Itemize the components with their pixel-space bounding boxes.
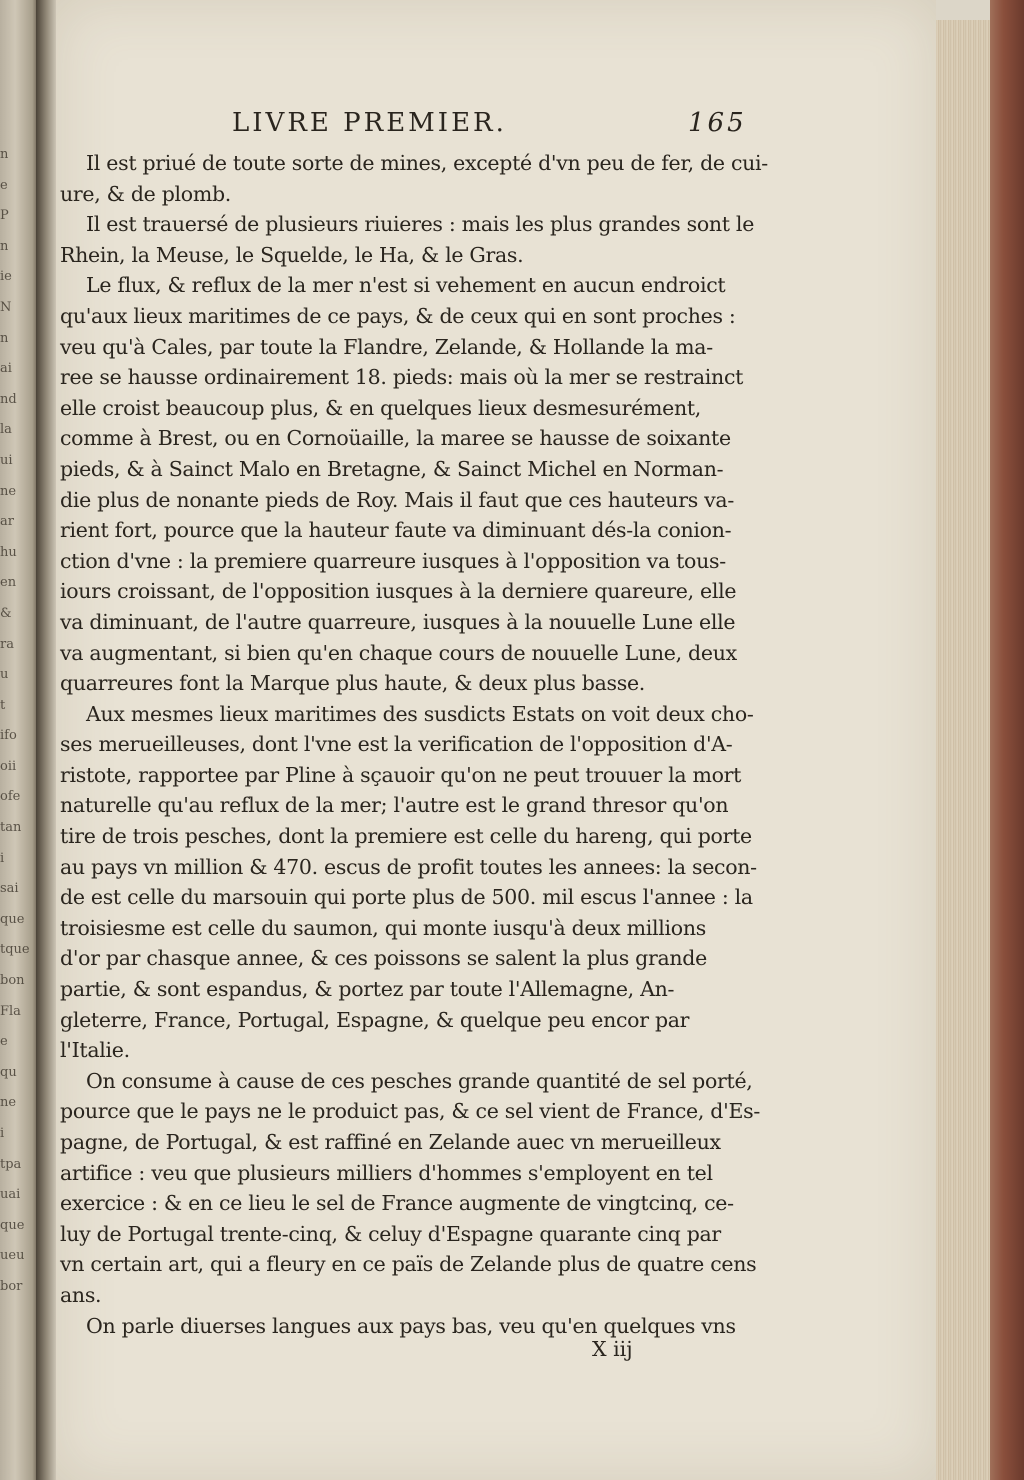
text-line: troisiesme est celle du saumon, qui monte iusqu'à deux millions [60, 915, 706, 940]
facing-fragment: t [0, 697, 6, 713]
facing-page-fragments [0, 140, 36, 1303]
text-line: rient fort, pource que la hauteur faute va diminuant dés-la conion- [60, 518, 732, 543]
text-line: ure, & de plomb. [60, 181, 232, 206]
facing-fragment: e [0, 1034, 8, 1050]
text-line: au pays vn million & 470. escus de profit toutes les annees: la secon- [60, 854, 757, 879]
facing-fragment: ifo [0, 728, 17, 744]
facing-fragment: ueu [0, 1248, 25, 1264]
text-line: comme à Brest, ou en Cornoüaille, la maree se hausse de soixante [60, 426, 731, 451]
facing-fragment: ne [0, 1095, 17, 1111]
facing-fragment: N [0, 299, 12, 315]
text-line: partie, & sont espandus, & portez par toute l'Allemagne, An- [60, 977, 675, 1002]
text-line: gleterre, France, Portugal, Espagne, & quelque peu encor par [60, 1007, 690, 1032]
facing-fragment: la [0, 422, 12, 438]
text-line: Le flux, & reflux de la mer n'est si vehement en aucun endroict [86, 273, 726, 298]
facing-fragment: en [0, 575, 17, 591]
facing-fragment: ra [0, 636, 14, 652]
text-line: de est celle du marsouin qui porte plus de 500. mil escus l'annee : la [60, 885, 753, 910]
page-edges [934, 20, 994, 1480]
text-line: ree se hausse ordinairement 18. pieds: mais où la mer se restrainct [60, 365, 744, 390]
facing-fragment: e [0, 177, 8, 193]
text-line: l'Italie. [60, 1038, 130, 1063]
facing-fragment: n [0, 147, 9, 162]
page-number: 165 [688, 108, 747, 138]
text-line: exercice : & en ce lieu le sel de France augmente de vingtcinq, ce- [60, 1191, 734, 1216]
cover-edge [990, 0, 1024, 1480]
facing-fragment: ie [0, 269, 12, 285]
facing-fragment: sai [0, 881, 19, 897]
text-line: tire de trois pesches, dont la premiere est celle du hareng, qui porte [60, 824, 752, 849]
facing-fragment: bon [0, 973, 25, 989]
text-line: luy de Portugal trente-cinq, & celuy d'Espagne quarante cinq par [60, 1221, 721, 1246]
text-line: elle croist beaucoup plus, & en quelques lieux desmesurément, [60, 395, 702, 420]
footer-line [60, 1337, 760, 1372]
text-line: Il est priué de toute sorte de mines, excepté d'vn peu de fer, de cui- [86, 151, 768, 175]
text-line: Rhein, la Meuse, le Squelde, le Ha, & le Gras. [60, 242, 524, 267]
text-line: die plus de nonante pieds de Roy. Mais il faut que ces hauteurs va- [60, 487, 734, 512]
text-line: vn certain art, qui a fleury en ce païs de Zelande plus de quatre cens [60, 1252, 757, 1277]
page [56, 0, 936, 1480]
facing-fragment: i [0, 1126, 5, 1141]
signature-mark: X iij [592, 1337, 633, 1362]
text-line: Aux mesmes lieux maritimes des susdicts Estats on voit deux cho- [86, 701, 754, 726]
text-line: Il est trauersé de plusieurs riuieres : mais les plus grandes sont le [86, 212, 755, 237]
facing-fragment: & [0, 605, 12, 621]
text-line: artifice : veu que plusieurs milliers d'hommes s'employent en tel [60, 1160, 713, 1185]
body-text [60, 148, 768, 1341]
facing-fragment: ai [0, 361, 12, 377]
text-line: qu'aux lieux maritimes de ce pays, & de ceux qui en sont proches : [60, 303, 736, 328]
facing-fragment: ar [0, 514, 14, 530]
text-line: On consume à cause de ces pesches grande quantité de sel porté, [86, 1068, 753, 1093]
text-line: pource que le pays ne le produict pas, & ce sel vient de France, d'Es- [60, 1099, 760, 1124]
text-line: ses merueilleuses, dont l'vne est la verification de l'opposition d'A- [60, 732, 733, 757]
facing-fragment: ne [0, 483, 17, 499]
facing-fragment: ofe [0, 789, 21, 805]
text-line: ction d'vne : la premiere quarreure iusques à l'opposition va tous- [60, 548, 726, 573]
facing-fragment: uai [0, 1187, 21, 1203]
text-line: va augmentant, si bien qu'en chaque cours de nouuelle Lune, deux [60, 640, 737, 665]
text-block [60, 108, 768, 1372]
facing-fragment: tpa [0, 1156, 22, 1172]
facing-fragment: i [0, 850, 5, 866]
text-line: ans. [60, 1282, 102, 1307]
facing-fragment: oii [0, 758, 17, 774]
text-line: naturelle qu'au reflux de la mer; l'autre est le grand thresor qu'on [60, 793, 729, 818]
facing-fragment: tque [0, 942, 30, 958]
text-line: iours croissant, de l'opposition iusques à la derniere quareure, elle [60, 579, 737, 604]
facing-page-edge [0, 0, 38, 1480]
text-line: veu qu'à Cales, par toute la Flandre, Zelande, & Hollande la ma- [60, 334, 713, 359]
text-line: d'or par chasque annee, & ces poissons se salent la plus grande [60, 946, 707, 971]
facing-fragment: u [0, 667, 9, 683]
text-line: On parle diuerses langues aux pays bas, veu qu'en quelques vns [86, 1313, 736, 1338]
facing-fragment: Fla [0, 1003, 21, 1019]
facing-fragment: n [0, 238, 9, 254]
gutter-shadow [36, 0, 58, 1480]
facing-fragment: bor [0, 1278, 23, 1294]
running-title: LIVRE PREMIER. [232, 108, 507, 138]
facing-fragment: nd [0, 391, 17, 407]
text-line: va diminuant, de l'autre quarreure, iusques à la nouuelle Lune elle [60, 609, 736, 634]
facing-fragment: que [0, 1217, 25, 1233]
facing-fragment: qu [0, 1064, 17, 1080]
facing-fragment: P [0, 208, 9, 224]
text-line: pieds, & à Sainct Malo en Bretagne, & Sainct Michel en Norman- [60, 456, 724, 481]
text-line: pagne, de Portugal, & est raffiné en Zelande auec vn merueilleux [60, 1130, 721, 1154]
facing-fragment: ui [0, 452, 13, 468]
facing-fragment: n [0, 330, 9, 346]
text-line: ristote, rapportee par Pline à sçauoir qu'on ne peut trouuer la mort [60, 762, 742, 787]
text-line: quarreures font la Marque plus haute, & deux plus basse. [60, 671, 646, 696]
facing-fragment: que [0, 911, 25, 927]
running-head [60, 108, 760, 148]
facing-fragment: hu [0, 544, 17, 560]
facing-fragment: tan [0, 820, 22, 836]
